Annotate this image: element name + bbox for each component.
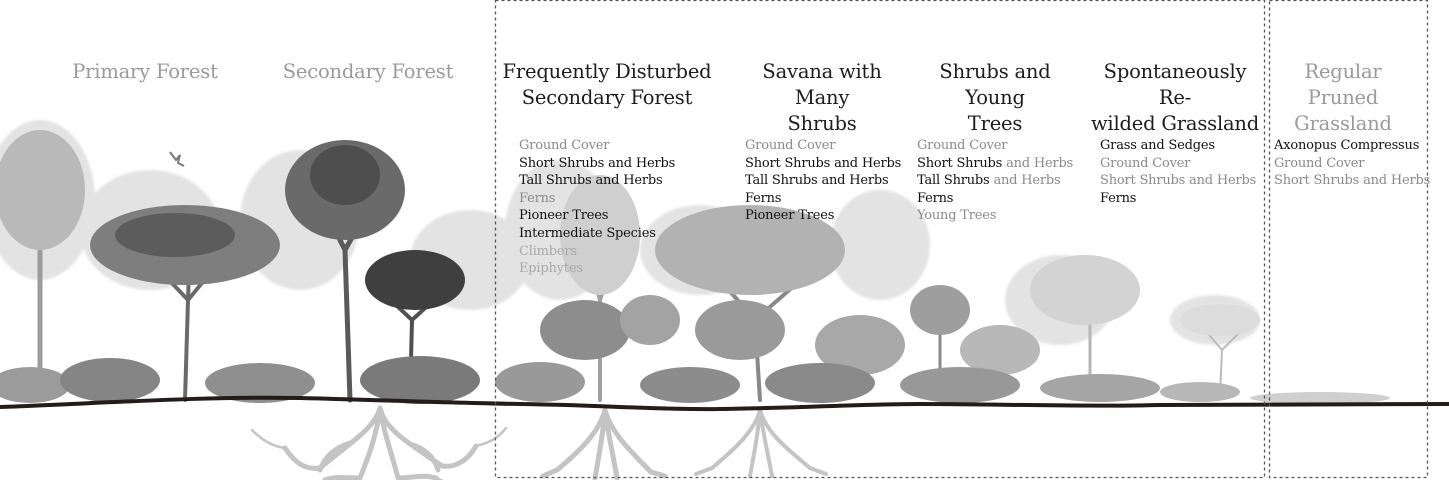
species-item — [1100, 137, 1256, 155]
species-item — [519, 225, 675, 243]
species-item-text: Axonopus Compressus — [1274, 138, 1420, 153]
zone-title-line: Trees — [967, 112, 1023, 135]
species-item-text: Climbers — [519, 243, 577, 259]
species-item — [1274, 155, 1430, 173]
species-item-text: Short Shrubs and Herbs — [1274, 173, 1431, 189]
zone-title-line: Shrubs and Young — [939, 60, 1051, 109]
species-item-text: Short Shrubs and Herbs — [519, 155, 676, 171]
zone-title-line: Secondary Forest — [521, 86, 693, 109]
zone-title-secondary-forest — [278, 59, 458, 85]
species-item — [917, 172, 1073, 190]
roots-savana — [696, 410, 826, 476]
species-item — [745, 137, 901, 155]
species-list-rewilded-grassland — [1100, 137, 1256, 207]
species-list-shrubs-young-trees — [917, 137, 1073, 225]
species-item-text: Ground Cover — [745, 138, 836, 153]
species-item-text: Tall Shrubs and Herbs — [519, 173, 663, 189]
zone-title-disturbed-forest — [502, 59, 712, 111]
zone-title-line: Shrubs — [787, 112, 857, 135]
species-item — [917, 155, 1073, 173]
zone-title-line: Grassland — [1294, 112, 1392, 135]
species-item — [519, 260, 675, 278]
species-item — [519, 243, 675, 261]
species-item — [1100, 155, 1256, 173]
zone-title-line: Spontaneously Re- — [1103, 60, 1247, 109]
zone-title-line: wilded Grassland — [1090, 112, 1260, 135]
species-item-text: Young Trees — [917, 208, 997, 224]
species-item-text: Short Shrubs and Herbs — [1100, 173, 1257, 189]
species-item-text: Short Shrubs — [917, 155, 1003, 171]
species-item-text: Ferns — [519, 190, 556, 206]
species-item-text: Grass and Sedges — [1100, 138, 1215, 153]
species-item-text: Epiphytes — [519, 261, 583, 277]
species-item — [745, 155, 901, 173]
zone-title-line: Secondary Forest — [282, 60, 454, 83]
species-item-text: Ground Cover — [1274, 155, 1365, 171]
species-item — [1100, 172, 1256, 190]
roots-secondary-forest — [252, 408, 506, 480]
ground-line — [0, 398, 1449, 409]
species-item-text: Ferns — [745, 190, 782, 206]
species-item-text: Tall Shrubs and Herbs — [745, 173, 889, 189]
species-item-text: Pioneer Trees — [745, 208, 835, 224]
species-item — [917, 190, 1073, 208]
zone-title-shrubs-young-trees — [908, 59, 1082, 137]
zone-title-line: Regular Pruned — [1304, 60, 1382, 109]
species-item-text: and Herbs — [1002, 155, 1074, 171]
roots-disturbed-forest — [543, 410, 665, 478]
species-item — [1274, 172, 1430, 190]
bird-icon — [170, 152, 184, 166]
zone-title-line: Frequently Disturbed — [502, 60, 712, 83]
species-item — [1100, 190, 1256, 208]
species-list-pruned-grassland — [1274, 137, 1430, 190]
species-item-text: Ground Cover — [519, 138, 610, 153]
zone-title-primary-forest — [55, 59, 235, 85]
zone-title-savana — [737, 59, 907, 137]
zone-title-line: Savana with Many — [762, 60, 882, 109]
zone-title-rewilded-grassland — [1087, 59, 1263, 137]
zone-title-line: Primary Forest — [72, 60, 218, 83]
species-item — [519, 137, 675, 155]
root-systems — [252, 408, 826, 480]
species-item — [745, 207, 901, 225]
species-item-text: Tall Shrubs — [917, 173, 990, 189]
species-item — [917, 207, 1073, 225]
species-item — [519, 207, 675, 225]
species-item — [519, 172, 675, 190]
species-item — [917, 137, 1073, 155]
species-item — [745, 172, 901, 190]
species-item — [519, 155, 675, 173]
species-item — [745, 190, 901, 208]
species-item-text: Short Shrubs and Herbs — [745, 155, 902, 171]
species-item-text: Pioneer Trees — [519, 208, 609, 224]
species-list-disturbed-forest — [519, 137, 675, 278]
species-item-text: Ground Cover — [917, 138, 1008, 153]
species-list-savana — [745, 137, 901, 225]
species-item-text: and Herbs — [989, 173, 1061, 189]
species-item-text: Ferns — [917, 190, 954, 206]
species-item — [519, 190, 675, 208]
zone-title-pruned-grassland — [1268, 59, 1418, 137]
species-item-text: Intermediate Species — [519, 225, 656, 241]
species-item-text: Ferns — [1100, 190, 1137, 206]
species-item-text: Ground Cover — [1100, 155, 1191, 171]
species-item — [1274, 137, 1430, 155]
